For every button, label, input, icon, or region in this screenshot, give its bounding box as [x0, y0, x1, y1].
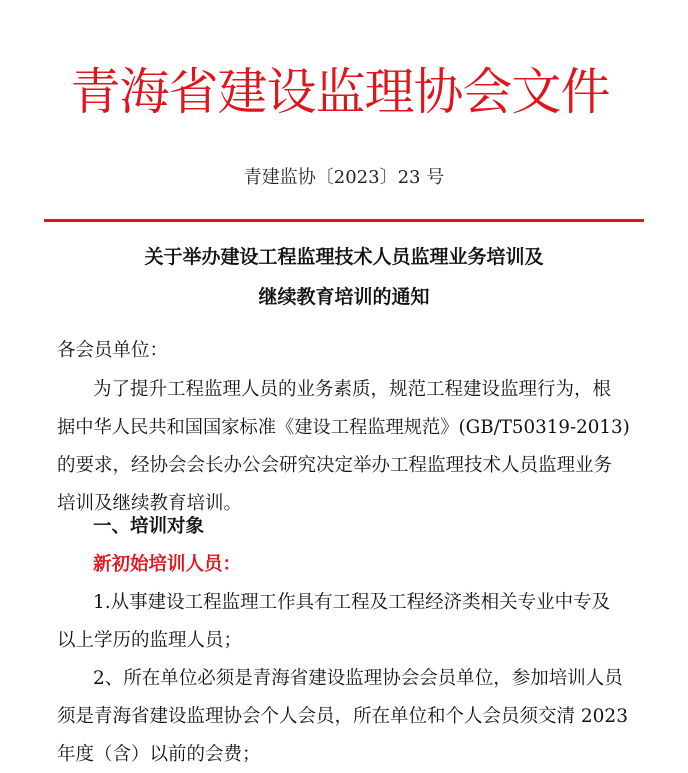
intro-line-3: 的要求，经协会会长办公会研究决定举办工程监理技术人员监理业务 [57, 455, 613, 476]
red-divider-line [44, 219, 644, 222]
item-2-line-2: 须是青海省建设监理协会个人会员，所在单位和个人会员须交清 2023 [57, 706, 628, 727]
document-number: 青建监协〔2023〕23 号 [243, 167, 445, 188]
section-heading-training-targets: 一、培训对象 [93, 516, 205, 537]
organization-header-title: 青海省建设监理协会文件 [70, 63, 610, 121]
item-1-line-1: 1.从事建设工程监理工作具有工程及工程经济类相关专业中专及 [93, 592, 611, 613]
item-2-line-3: 年度（含）以前的会费； [57, 744, 261, 765]
subsection-heading-new-trainees: 新初始培训人员： [93, 554, 242, 575]
item-1-line-2: 以上学历的监理人员； [57, 630, 243, 651]
intro-line-1: 为了提升工程监理人员的业务素质，规范工程建设监理行为，根 [93, 379, 612, 400]
notice-title-line-2: 继续教育培训的通知 [258, 286, 430, 308]
intro-line-2: 据中华人民共和国国家标准《建设工程监理规范》(GB/T50319-2013) [57, 417, 630, 438]
item-2-line-1: 2、所在单位必须是青海省建设监理协会会员单位，参加培训人员 [93, 668, 623, 689]
salutation: 各会员单位： [57, 340, 169, 361]
intro-line-4: 培训及继续教育培训。 [57, 493, 243, 514]
notice-title-line-1: 关于举办建设工程监理技术人员监理业务培训及 [144, 246, 544, 268]
